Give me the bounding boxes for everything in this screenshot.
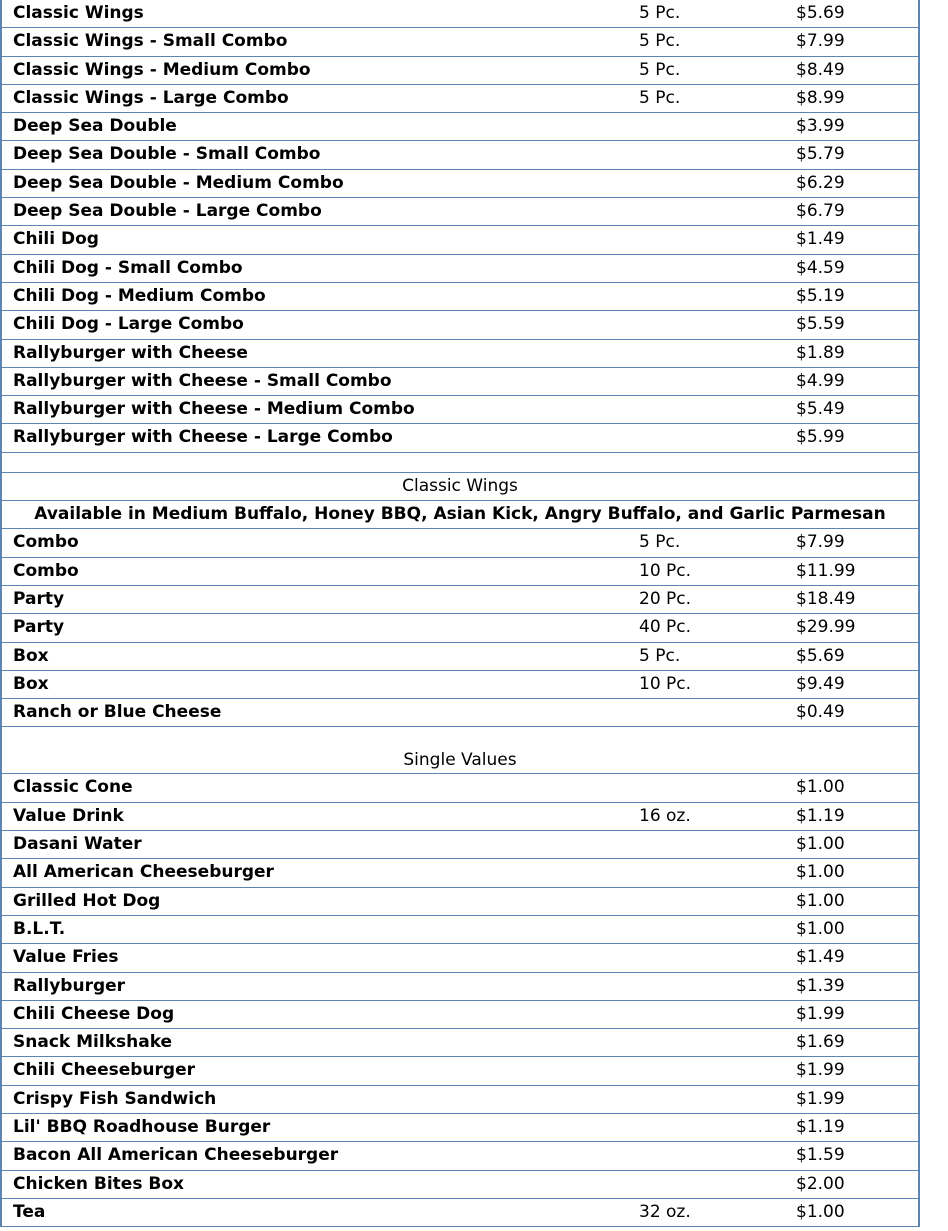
section-title-classic-wings: Classic Wings (2, 473, 918, 501)
item-price: $1.99 (796, 1003, 845, 1024)
menu-row (2, 643, 918, 671)
item-price: $5.49 (796, 399, 845, 420)
menu-row (2, 1086, 918, 1114)
menu-row (2, 859, 918, 887)
item-price: $9.49 (796, 673, 845, 694)
item-name: Box (13, 673, 49, 694)
menu-row (2, 529, 918, 557)
item-size: 5 Pc. (639, 3, 681, 23)
item-name: Dasani Water (13, 834, 142, 855)
item-name: Value Fries (13, 947, 119, 968)
item-price: $1.69 (796, 1032, 845, 1053)
item-price: $1.19 (796, 1116, 845, 1137)
item-name: Deep Sea Double - Small Combo (13, 144, 321, 165)
item-price: $1.00 (796, 1201, 845, 1222)
item-price: $29.99 (796, 617, 856, 638)
menu-row (2, 774, 918, 802)
item-name: Classic Wings (13, 3, 144, 23)
item-name: Classic Wings - Large Combo (13, 87, 289, 108)
item-name: Crispy Fish Sandwich (13, 1088, 217, 1109)
item-name: Grilled Hot Dog (13, 890, 161, 911)
item-name: Chili Cheeseburger (13, 1060, 196, 1081)
item-name: Tea (13, 1201, 46, 1222)
item-name: B.L.T. (13, 918, 66, 939)
item-price: $1.99 (796, 1060, 845, 1081)
menu-row (2, 57, 918, 85)
item-size: 16 oz. (639, 805, 691, 826)
item-price: $5.69 (796, 645, 845, 666)
item-name: Rallyburger (13, 975, 126, 996)
item-price: $2.00 (796, 1173, 845, 1194)
menu-row (2, 1142, 918, 1170)
item-name: Ranch or Blue Cheese (13, 702, 222, 723)
item-price: $3.99 (796, 116, 845, 137)
item-price: $8.49 (796, 59, 845, 80)
item-name: Chili Dog - Small Combo (13, 257, 243, 278)
menu-row (2, 368, 918, 396)
item-price: $1.49 (796, 947, 845, 968)
menu-row (2, 671, 918, 699)
item-name: Combo (13, 560, 79, 581)
menu-row (2, 424, 918, 452)
item-name: Chicken Bites Box (13, 1173, 184, 1194)
item-name: Classic Wings - Small Combo (13, 31, 288, 52)
menu-row (2, 226, 918, 254)
item-name: Lil' BBQ Roadhouse Burger (13, 1116, 271, 1137)
item-name: Deep Sea Double - Medium Combo (13, 172, 344, 193)
item-name: Deep Sea Double - Large Combo (13, 201, 322, 222)
item-price: $5.69 (796, 3, 845, 23)
item-name: Chili Cheese Dog (13, 1003, 175, 1024)
item-size: 5 Pc. (639, 532, 681, 553)
item-price: $6.79 (796, 201, 845, 222)
item-name: Classic Wings - Medium Combo (13, 59, 311, 80)
item-size: 40 Pc. (639, 617, 692, 638)
menu-row (2, 113, 918, 141)
menu-row (2, 1057, 918, 1085)
menu-row (2, 255, 918, 283)
item-price: $1.89 (796, 342, 845, 363)
item-price: $5.79 (796, 144, 845, 165)
item-price: $1.59 (796, 1145, 845, 1166)
item-size: 20 Pc. (639, 588, 692, 609)
item-size: 5 Pc. (639, 87, 681, 108)
item-name: Box (13, 645, 49, 666)
menu-row (2, 586, 918, 614)
item-price: $6.29 (796, 172, 845, 193)
section-spacer (2, 453, 918, 473)
menu-row (2, 944, 918, 972)
item-price: $1.49 (796, 229, 845, 250)
menu-row (2, 170, 918, 198)
item-name: Chili Dog - Large Combo (13, 314, 244, 335)
item-name: Deep Sea Double (13, 116, 177, 137)
menu-row (2, 803, 918, 831)
menu-row (2, 888, 918, 916)
item-price: $11.99 (796, 560, 856, 581)
section-subtitle-flavors: Available in Medium Buffalo, Honey BBQ, Asian Kick, Angry Buffalo, and Garlic Parmesan (2, 501, 918, 529)
item-price: $7.99 (796, 31, 845, 52)
item-price: $5.19 (796, 285, 845, 306)
item-price: $4.59 (796, 257, 845, 278)
menu-row (2, 283, 918, 311)
menu-row (2, 699, 918, 727)
menu-row (2, 28, 918, 56)
menu-group-classic-wings (2, 529, 918, 727)
item-price: $5.59 (796, 314, 845, 335)
item-name: Party (13, 617, 65, 638)
menu-row (2, 1199, 918, 1227)
item-price: $7.99 (796, 532, 845, 553)
item-name: Value Drink (13, 805, 124, 826)
item-size: 32 oz. (639, 1201, 691, 1222)
item-name: Rallyburger with Cheese (13, 342, 248, 363)
item-price: $1.00 (796, 890, 845, 911)
menu-row (2, 614, 918, 642)
item-price: $1.00 (796, 862, 845, 883)
item-price: $0.49 (796, 702, 845, 723)
menu-row (2, 831, 918, 859)
menu-group-single-values (2, 774, 918, 1227)
item-name: Party (13, 588, 65, 609)
item-size: 5 Pc. (639, 645, 681, 666)
item-price: $5.99 (796, 427, 845, 448)
menu-row (2, 916, 918, 944)
item-name: All American Cheeseburger (13, 862, 274, 883)
item-price: $18.49 (796, 588, 856, 609)
menu-row (2, 141, 918, 169)
menu-row (2, 311, 918, 339)
menu-row (2, 1171, 918, 1199)
menu-row (2, 1001, 918, 1029)
item-size: 10 Pc. (639, 560, 692, 581)
item-name: Rallyburger with Cheese - Large Combo (13, 427, 393, 448)
menu-row (2, 198, 918, 226)
item-price: $1.99 (796, 1088, 845, 1109)
menu-row (2, 340, 918, 368)
item-size: 5 Pc. (639, 59, 681, 80)
section-title-single-values: Single Values (2, 727, 918, 774)
item-price: $4.99 (796, 370, 845, 391)
item-price: $1.00 (796, 834, 845, 855)
menu-group-combos (2, 0, 918, 453)
menu-row (2, 973, 918, 1001)
item-name: Combo (13, 532, 79, 553)
item-name: Bacon All American Cheeseburger (13, 1145, 339, 1166)
item-price: $1.00 (796, 777, 845, 798)
item-name: Snack Milkshake (13, 1032, 173, 1053)
menu-row (2, 396, 918, 424)
item-price: $1.19 (796, 805, 845, 826)
menu-row (2, 558, 918, 586)
item-price: $8.99 (796, 87, 845, 108)
item-name: Chili Dog - Medium Combo (13, 285, 266, 306)
item-name: Rallyburger with Cheese - Medium Combo (13, 399, 415, 420)
menu-row (2, 1029, 918, 1057)
item-size: 10 Pc. (639, 673, 692, 694)
item-name: Chili Dog (13, 229, 99, 250)
item-size: 5 Pc. (639, 31, 681, 52)
item-price: $1.00 (796, 918, 845, 939)
item-name: Rallyburger with Cheese - Small Combo (13, 370, 392, 391)
menu-row (2, 85, 918, 113)
menu-row (2, 1114, 918, 1142)
item-price: $1.39 (796, 975, 845, 996)
item-name: Classic Cone (13, 777, 133, 798)
menu-row (2, 0, 918, 28)
